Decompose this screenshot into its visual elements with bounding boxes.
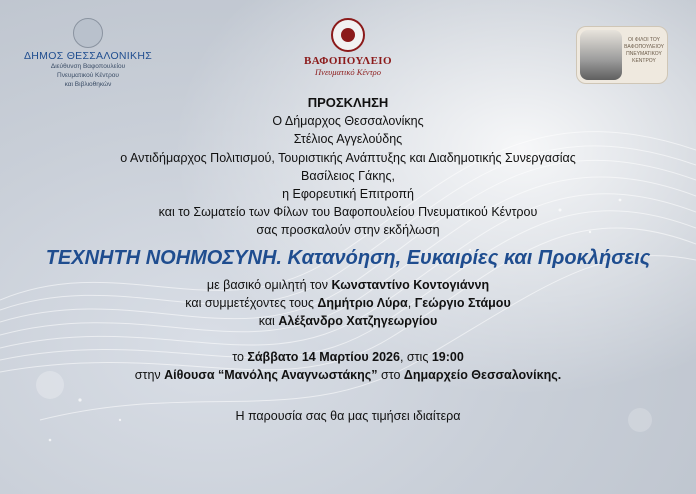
- participant-2: Γεώργιο Στάμου: [414, 295, 511, 310]
- vafopouleio-seal-icon: [331, 18, 365, 52]
- participants2-prefix: και: [258, 314, 279, 329]
- host-line-2: Στέλιος Αγγελούδης: [293, 132, 403, 147]
- portrait-icon: [580, 30, 622, 80]
- dimos-thessalonikis-logo: [18, 18, 158, 89]
- participant-separator: ,: [407, 295, 415, 310]
- participant-3: Αλέξανδρο Χατζηγεωργίου: [278, 314, 438, 329]
- invitation-body: [0, 94, 696, 425]
- host-line-7: σας προσκαλούν στην εκδήλωση: [256, 223, 440, 238]
- time-prefix: , στις: [399, 350, 432, 365]
- host-line-4: Βασίλειος Γάκης,: [301, 168, 395, 183]
- participants-line-2: [0, 312, 696, 330]
- vafopouleio-subtitle: Πνευματικό Κέντρο: [315, 67, 381, 77]
- venue-hall: Αίθουσα “Μανόλης Αναγνωστάκης”: [164, 368, 378, 383]
- host-line-6: και το Σωματείο των Φίλων του Βαφοπουλείου Πνευματικού Κέντρου: [158, 205, 538, 220]
- speaker-name: Κωνσταντίνο Κοντογιάννη: [331, 277, 490, 292]
- closing-line: Η παρουσία σας θα μας τιμήσει ιδιαίτερα: [235, 408, 461, 423]
- speaker-line: [0, 276, 696, 294]
- vafopouleio-name: ΒΑΦΟΠΟΥΛΕΙΟ: [304, 55, 392, 67]
- event-title: ΤΕΧΝΗΤΗ ΝΟΗΜΟΣΥΝΗ. Κατανόηση, Ευκαιρίες και Προκλήσεις: [45, 246, 651, 269]
- municipality-department-2: Πνευματικού Κέντρου: [57, 72, 119, 79]
- venue-mid: στο: [377, 368, 404, 383]
- friends-association-logo: [576, 26, 668, 84]
- host-line-1: Ο Δήμαρχος Θεσσαλονίκης: [272, 114, 424, 129]
- municipality-seal-icon: [73, 18, 103, 48]
- venue-prefix: στην: [134, 368, 165, 383]
- municipality-department-3: και Βιβλιοθηκών: [64, 81, 112, 88]
- vafopouleio-logo: [298, 18, 398, 77]
- event-time: 19:00: [431, 350, 464, 365]
- venue-line: [0, 366, 696, 384]
- participants-line: [0, 294, 696, 312]
- municipality-department-1: Διεύθυνση Βαφοπουλείου: [50, 63, 126, 70]
- speaker-prefix: με βασικό ομιλητή τον: [206, 277, 332, 292]
- municipality-name: ΔΗΜΟΣ ΘΕΣΣΑΛΟΝΙΚΗΣ: [23, 50, 152, 62]
- date-prefix: το: [232, 350, 248, 365]
- venue-place: Δημαρχείο Θεσσαλονίκης.: [403, 368, 562, 383]
- event-date: Σάββατο 14 Μαρτίου 2026: [247, 350, 400, 365]
- date-line: [0, 348, 696, 366]
- host-line-3: ο Αντιδήμαρχος Πολιτισμού, Τουριστικής Ανάπτυξης και Διαδημοτικής Συνεργασίας: [120, 150, 576, 165]
- friends-association-text: ΟΙ ΦΙΛΟΙ ΤΟΥ ΒΑΦΟΠΟΥΛΕΙΟΥ ΠΝΕΥΜΑΤΙΚΟΥ ΚΕΝΤΡΟΥ: [624, 37, 664, 64]
- host-line-5: η Εφορευτική Επιτροπή: [282, 187, 414, 202]
- participant-1: Δημήτριο Λύρα: [317, 295, 408, 310]
- invitation-heading: ΠΡΟΣΚΛΗΣΗ: [307, 95, 389, 110]
- participants-prefix: και συμμετέχοντες τους: [185, 295, 318, 310]
